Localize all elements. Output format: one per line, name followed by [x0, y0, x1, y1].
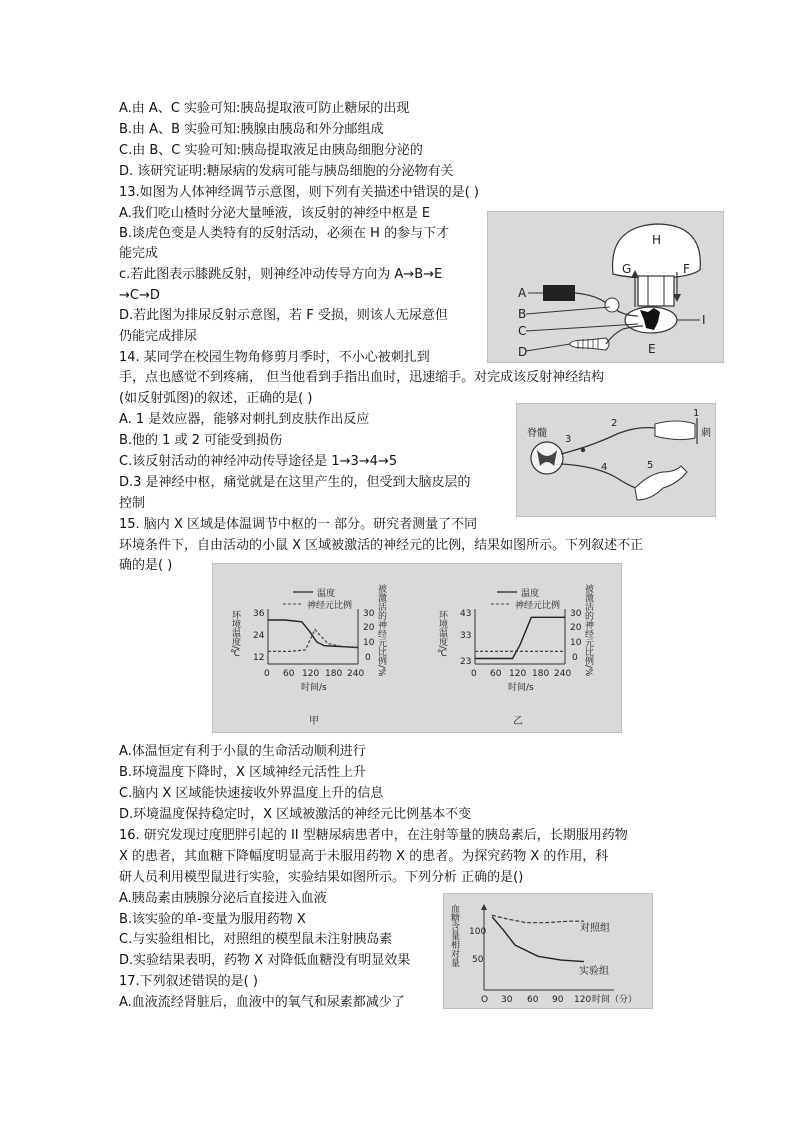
blood-sugar-chart	[443, 893, 653, 1009]
q16-option-b: B.该实验的单-变量为服用药物 X	[119, 912, 306, 927]
label-4: 4	[601, 462, 608, 473]
x-tick-60: 60	[283, 669, 295, 679]
legend-ratio-left: 神经元比例	[307, 601, 353, 611]
q15-option-a: A.体温恒定有利于小鼠的生命活动顺利进行	[119, 744, 366, 759]
q13-option-d: D.若此图为排尿反射示意图，若 F 受损，则该人无尿意但	[119, 308, 448, 323]
x-tick-180-b: 180	[532, 669, 550, 679]
q16-stem-3: 研人员利用模型鼠进行实验，实验结果如图所示。下列分析 正确的是()	[119, 870, 524, 885]
y-right-tick-10-b: 10	[570, 638, 582, 648]
q13-option-b-cont: 能完成	[119, 246, 159, 261]
label-1: 1	[693, 408, 700, 419]
x-tick-60-bs: 60	[527, 995, 539, 1005]
y-axis-label-left: 环境温度/℃	[230, 610, 240, 660]
x-tick-0-b: 0	[471, 669, 477, 679]
y-axis-label-blood-sugar: 血糖含量相对量	[449, 904, 459, 967]
y-tick-100: 100	[469, 927, 487, 937]
y-right-tick-0-b: 0	[572, 653, 578, 663]
label-experiment-group: 实验组	[579, 966, 609, 977]
q12-option-a: A.由 A、C 实验可知:胰岛提取液可防止糖尿的出现	[119, 101, 410, 116]
label-2: 2	[611, 418, 618, 429]
label-c: C	[518, 324, 527, 338]
y-axis-label-right: 环境温度/℃	[437, 610, 447, 660]
q14-option-a: A. 1 是效应器，能够对刺扎到皮肤作出反应	[119, 412, 370, 427]
x-tick-0: 0	[264, 669, 270, 679]
label-b: B	[518, 307, 527, 321]
x-tick-180: 180	[325, 669, 343, 679]
q16-stem-1: 16. 研究发现过度肥胖引起的 II 型糖尿病患者中，在注射等量的胰岛素后，长期服用药物	[119, 828, 628, 843]
y-tick-50: 50	[472, 955, 484, 965]
legend-temp-right: 温度	[521, 589, 540, 599]
q13-option-b: B.谈虎色变是人类特有的反射活动，必须在 H 的参与下才	[119, 226, 450, 241]
y-right-tick-20: 20	[363, 623, 375, 633]
q12-option-c: C.由 B、C 实验可知:胰岛提取液足由胰岛细胞分泌的	[119, 143, 423, 158]
label-thorn: 刺	[701, 428, 711, 439]
q13-stem: 13.如图为人体神经调节示意图，则下列有关描述中错误的是( )	[119, 185, 479, 200]
x-tick-o: O	[481, 995, 489, 1005]
q15-option-b: B.环境温度下降时，X 区域神经元活性上升	[119, 765, 367, 780]
nerve-regulation-figure	[487, 211, 724, 363]
panel-label-yi: 乙	[513, 716, 523, 727]
q15-option-d: D.环境温度保持稳定时，X 区域被激活的神经元比例基本不变	[119, 807, 472, 822]
q14-stem-1: 14. 某同学在校园生物角修剪月季时，不小心被刺扎到	[119, 350, 430, 365]
label-d: D	[518, 345, 528, 359]
reflex-arc-figure	[516, 403, 716, 517]
y-tick-23: 23	[460, 657, 472, 667]
chart-panel-left	[230, 583, 387, 727]
y-tick-33: 33	[460, 631, 472, 641]
q14-option-d: D.3 是神经中枢，痛觉就是在这里产生的，但受到大脑皮层的	[119, 475, 471, 490]
y-tick-36: 36	[253, 609, 265, 619]
y-tick-12: 12	[253, 653, 265, 663]
temperature-charts-figure	[212, 563, 622, 733]
x-tick-120-bs: 120	[574, 995, 592, 1005]
q16-option-d: D.实验结果表明，药物 X 对降低血糖没有明显效果	[119, 953, 411, 968]
label-a: A	[518, 286, 527, 300]
x-tick-60-b: 60	[490, 669, 502, 679]
q14-stem-2: 手，点也感觉不到疼痛， 但当他看到手指出血时，迅速缩手。对完成该反射神经结构	[119, 370, 605, 385]
x-axis-label-left: 时间/s	[301, 683, 327, 693]
q15-option-c: C.脑内 X 区域能快速接收外界温度上升的信息	[119, 786, 384, 801]
y-right-axis-label-right: 被激活的神经元比例/%	[583, 584, 593, 677]
q16-option-c: C.与实验组相比，对照组的模型鼠未注射胰岛素	[119, 932, 393, 947]
q16-stem-2: X 的患者，其血糖下降幅度明显高于未服用药物 X 的患者。为探究药物 X 的作用，科	[119, 849, 609, 864]
x-tick-30: 30	[501, 995, 513, 1005]
x-tick-120-b: 120	[509, 669, 527, 679]
q13-option-a: A.我们吃山楂时分泌大量唾液，该反射的神经中枢是 E	[119, 206, 431, 221]
series-experiment-group	[492, 917, 584, 962]
y-right-tick-20-b: 20	[570, 623, 582, 633]
q12-option-b: B.由 A、B 实验可知:胰腺由胰岛和外分邮组成	[119, 122, 384, 137]
label-g: G	[622, 262, 632, 276]
q17-option-a: A.血液流经肾脏后，血液中的氧气和尿素都减少了	[119, 995, 405, 1010]
label-h: H	[652, 233, 662, 247]
series-control-group	[492, 915, 584, 923]
q13-option-d-cont: 仍能完成排尿	[119, 329, 198, 344]
panel-label-jia: 甲	[309, 716, 319, 727]
label-spinal-cord: 脊髓	[527, 428, 547, 439]
q13-option-c: c.若此图表示膝跳反射，则神经冲动传导方向为 A→B→E	[119, 267, 443, 282]
y-right-tick-0: 0	[365, 653, 371, 663]
x-axis-label-time: 时间（分）	[592, 995, 638, 1005]
q14-option-b: B.他的 1 或 2 可能受到损伤	[119, 433, 283, 448]
series-temperature-right	[475, 617, 565, 658]
y-right-tick-30-b: 30	[570, 609, 582, 619]
q12-option-d: D. 该研究证明:糖尿病的发病可能与胰岛细胞的分泌物有关	[119, 164, 454, 179]
chart-panel-right	[437, 583, 594, 727]
q14-option-c: C.该反射活动的神经冲动传导途径是 1→3→4→5	[119, 454, 398, 469]
label-e: E	[648, 342, 656, 356]
legend-ratio-right: 神经元比例	[515, 601, 561, 611]
y-right-tick-30: 30	[363, 609, 375, 619]
x-tick-240: 240	[347, 669, 365, 679]
x-tick-90: 90	[552, 995, 564, 1005]
series-neuron-ratio-left	[268, 629, 358, 651]
label-1-left: 3	[565, 434, 572, 445]
q15-stem-2: 环境条件下，自由活动的小鼠 X 区域被激活的神经元的比例，结果如图所示。下列叙述不正	[119, 538, 644, 553]
x-tick-240-b: 240	[554, 669, 572, 679]
q14-stem-3: (如反射弧图)的叙述，正确的是( )	[119, 391, 313, 406]
y-tick-43: 43	[460, 609, 472, 619]
x-tick-120: 120	[302, 669, 320, 679]
label-control-group: 对照组	[580, 923, 610, 934]
q15-stem-3: 确的是( )	[119, 558, 173, 573]
q14-option-d-cont: 控制	[119, 496, 146, 511]
y-tick-24: 24	[253, 631, 265, 641]
label-f: F	[683, 262, 690, 276]
label-i: I	[702, 313, 706, 327]
y-right-axis-label-left: 被激活的神经元比例/%	[376, 584, 386, 677]
q15-stem-1: 15. 脑内 X 区域是体温调节中枢的一 部分。研究者测量了不同	[119, 517, 478, 532]
y-right-tick-10: 10	[363, 638, 375, 648]
label-5: 5	[647, 460, 654, 471]
x-axis-label-right: 时间/s	[508, 683, 534, 693]
q17-stem: 17.下列叙述错误的是( )	[119, 974, 258, 989]
q13-option-c-cont: →C→D	[119, 288, 160, 303]
q16-option-a: A.胰岛素由胰腺分泌后直接进入血液	[119, 891, 327, 906]
legend-temp-left: 温度	[317, 589, 336, 599]
